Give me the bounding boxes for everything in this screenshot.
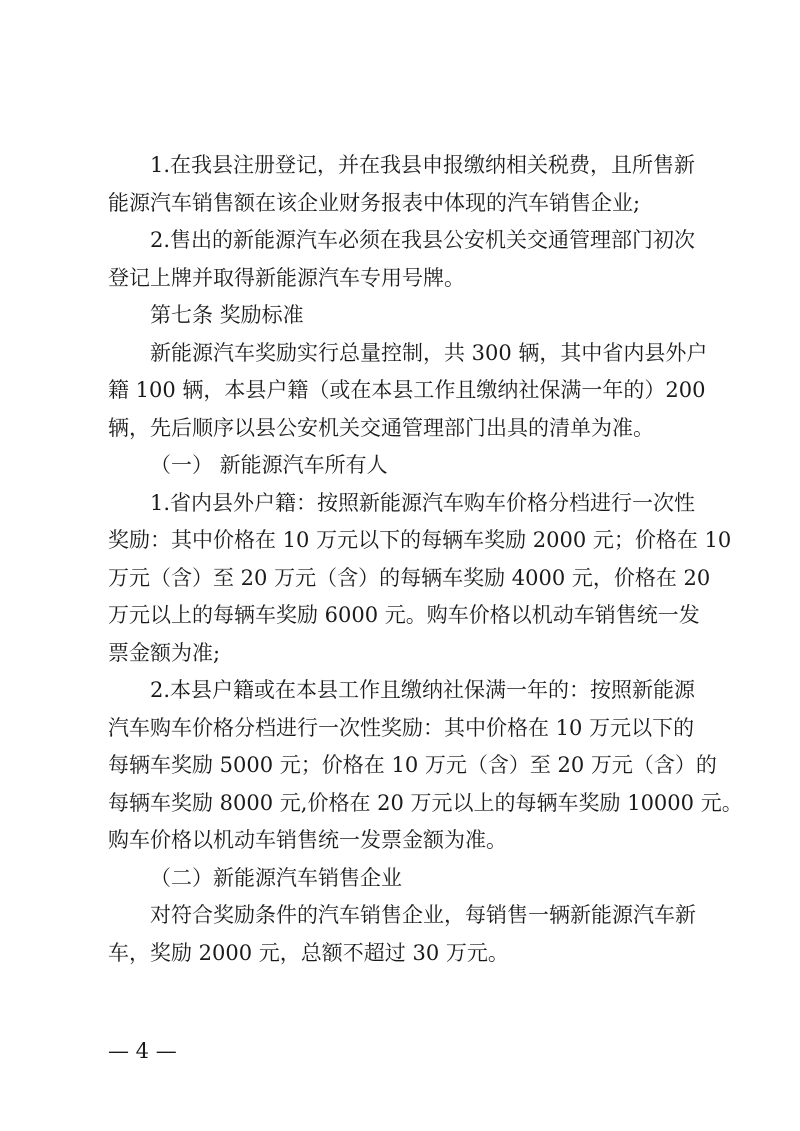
text-line: 万元以上的每辆车奖励 6000 元。购车价格以机动车销售统一发 bbox=[108, 603, 700, 627]
text-line: 购车价格以机动车销售统一发票金额为准。 bbox=[108, 828, 507, 852]
text-line: 辆，先后顺序以县公安机关交通管理部门出具的清单为准。 bbox=[108, 415, 654, 440]
text-line: 第七条 奖励标准 bbox=[150, 303, 304, 327]
text-line: 票金额为准; bbox=[108, 640, 221, 665]
section-heading-owners bbox=[108, 447, 700, 485]
paragraph-local bbox=[108, 672, 743, 860]
paragraph-quota bbox=[108, 335, 708, 448]
article-heading bbox=[108, 297, 700, 335]
page-number: — 4 — bbox=[108, 1039, 177, 1063]
text-line: 2.本县户籍或在本县工作且缴纳社保满一年的：按照新能源 bbox=[150, 678, 696, 702]
text-line: （一） 新能源汽车所有人 bbox=[150, 453, 388, 477]
text-line: 车，奖励 2000 元，总额不超过 30 万元。 bbox=[108, 940, 509, 965]
text-line: 1.在我县注册登记，并在我县申报缴纳相关税费，且所售新 bbox=[150, 153, 696, 177]
text-line: 奖励：其中价格在 10 万元以下的每辆车奖励 2000 元；价格在 10 bbox=[108, 528, 732, 552]
text-line: 1.省内县外户籍：按照新能源汽车购车价格分档进行一次性 bbox=[150, 490, 696, 515]
text-line: 汽车购车价格分档进行一次性奖励：其中价格在 10 万元以下的 bbox=[108, 715, 695, 740]
paragraph-out-of-county bbox=[108, 485, 732, 673]
document-body bbox=[108, 147, 743, 972]
text-line: 2.售出的新能源汽车必须在我县公安机关交通管理部门初次 bbox=[150, 228, 696, 252]
text-line: 每辆车奖励 5000 元；价格在 10 万元（含）至 20 万元（含）的 bbox=[108, 753, 717, 777]
text-line: 能源汽车销售额在该企业财务报表中体现的汽车销售企业; bbox=[108, 190, 641, 215]
text-line: 每辆车奖励 8000 元,价格在 20 万元以上的每辆车奖励 10000 元。 bbox=[108, 790, 743, 815]
text-line: 对符合奖励条件的汽车销售企业，每销售一辆新能源汽车新 bbox=[150, 903, 696, 927]
text-line: 新能源汽车奖励实行总量控制，共 300 辆，其中省内县外户 bbox=[150, 340, 708, 365]
paragraph-1 bbox=[108, 147, 700, 222]
text-line: 籍 100 辆，本县户籍（或在本县工作且缴纳社保满一年的）200 bbox=[108, 378, 706, 402]
text-line: 万元（含）至 20 万元（含）的每辆车奖励 4000 元，价格在 20 bbox=[108, 565, 711, 590]
text-line: （二）新能源汽车销售企业 bbox=[150, 865, 402, 890]
text-line: 登记上牌并取得新能源汽车专用号牌。 bbox=[108, 265, 465, 290]
paragraph-2 bbox=[108, 222, 700, 297]
paragraph-dealers bbox=[108, 897, 700, 972]
section-heading-dealers bbox=[108, 860, 700, 898]
